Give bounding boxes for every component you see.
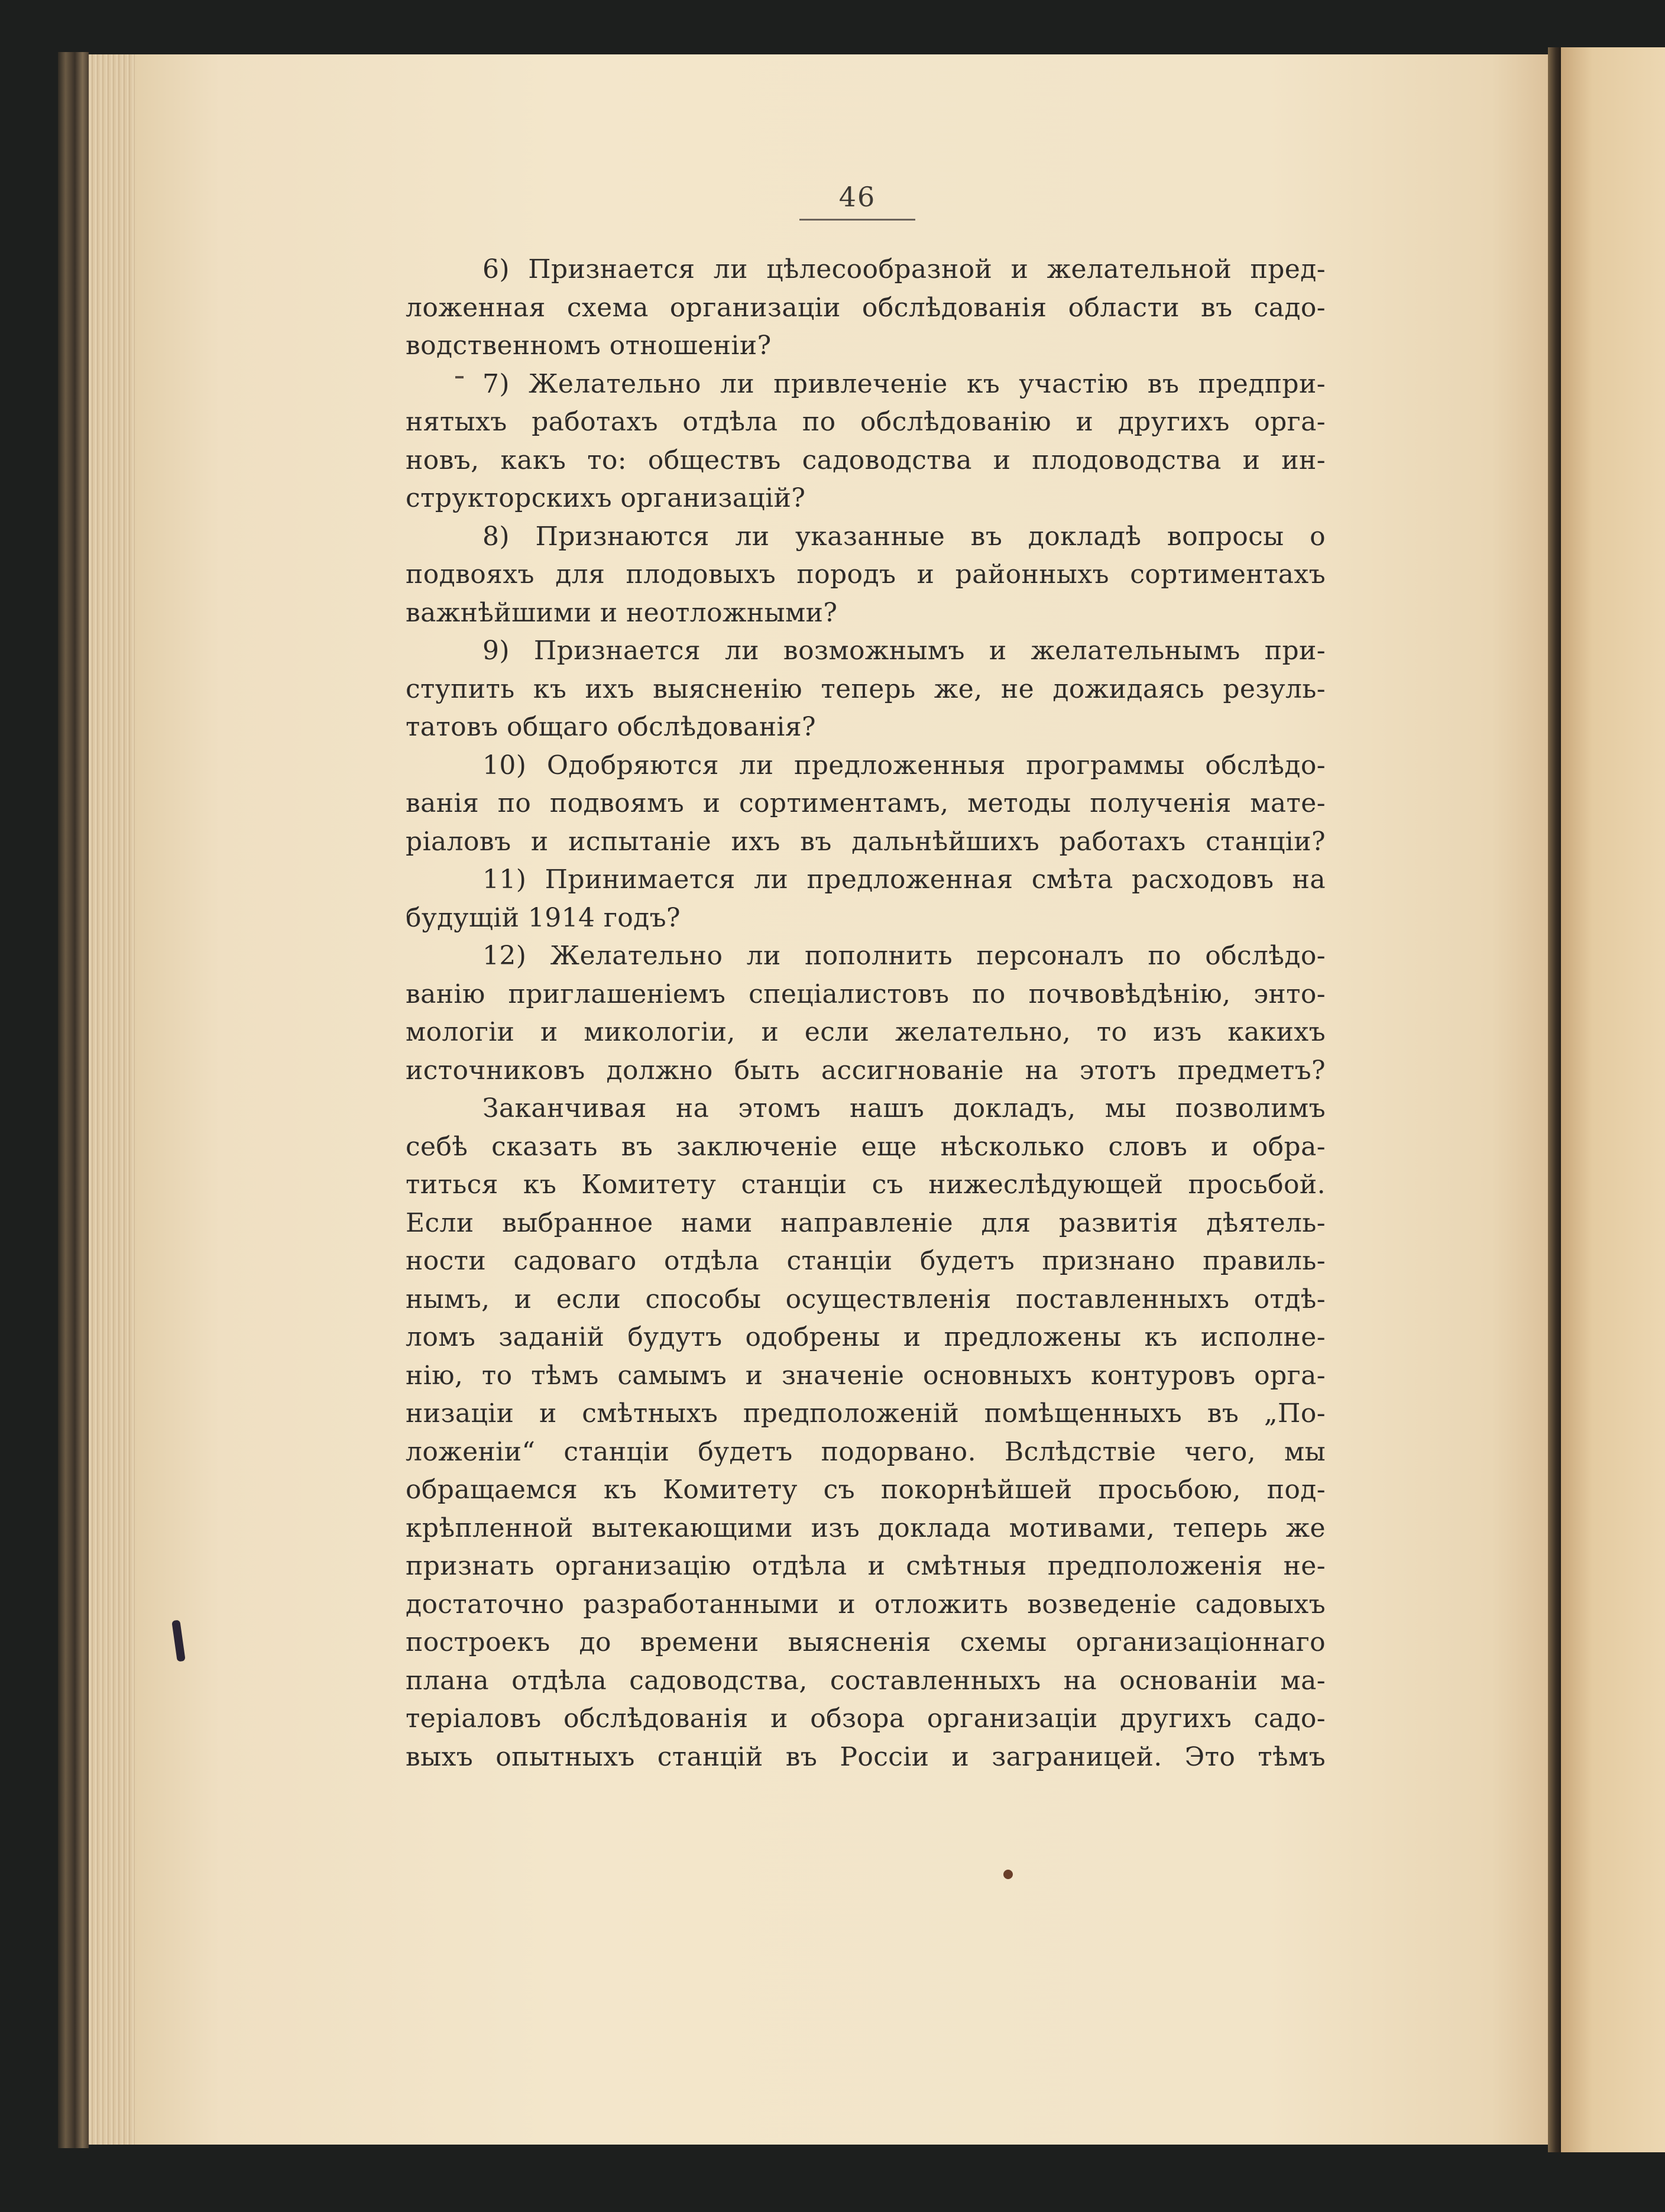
text-line: нію, то тѣмъ самымъ и значеніе основныхъ контуровъ орга- bbox=[406, 1360, 1326, 1391]
text-line: 12) Желательно ли пополнить персоналъ по обслѣдо- bbox=[482, 941, 1326, 971]
page-edges bbox=[89, 54, 136, 2145]
text-line: 10) Одобряются ли предложенныя программы обслѣдо- bbox=[482, 750, 1326, 780]
text-line: структорскихъ организацій? bbox=[406, 483, 806, 513]
text-line: построекъ до времени выясненія схемы организаціоннаго bbox=[406, 1627, 1326, 1657]
text-line: признать организацію отдѣла и смѣтныя предположенія не- bbox=[406, 1551, 1326, 1581]
text-line: выхъ опытныхъ станцій въ Россіи и заграницей. Это тѣмъ bbox=[406, 1741, 1326, 1772]
text-line: плана отдѣла садоводства, составленныхъ на основаніи ма- bbox=[406, 1665, 1326, 1696]
book-spine bbox=[58, 52, 89, 2148]
page-number: 46 bbox=[838, 181, 876, 213]
text-line: обращаемся къ Комитету съ покорнѣйшей просьбою, под- bbox=[406, 1475, 1326, 1505]
text-line: источниковъ должно быть ассигнованіе на этотъ предметъ? bbox=[406, 1055, 1326, 1086]
text-line: ложенная схема организаціи обслѣдованія области въ садо- bbox=[406, 292, 1326, 323]
text-line: татовъ общаго обслѣдованія? bbox=[406, 712, 817, 742]
text-line: 7) Желательно ли привлеченіе къ участію въ предпри- bbox=[482, 368, 1326, 399]
text-line: достаточно разработанными и отложить возведеніе садовыхъ bbox=[406, 1589, 1326, 1620]
page-gutter bbox=[1548, 47, 1561, 2152]
adjacent-page bbox=[1561, 47, 1665, 2152]
text-line: Если выбранное нами направленіе для развитія дѣятель- bbox=[406, 1207, 1326, 1238]
text-line: 8) Признаются ли указанные въ докладѣ вопросы о bbox=[482, 521, 1326, 552]
text-line: будущій 1914 годъ? bbox=[406, 902, 681, 933]
text-line: 9) Признается ли возможнымъ и желательнымъ при- bbox=[482, 636, 1326, 666]
text-line: теріаловъ обслѣдованія и обзора организаціи другихъ садо- bbox=[406, 1703, 1326, 1734]
text-line: ріаловъ и испытаніе ихъ въ дальнѣйшихъ работахъ станціи? bbox=[406, 826, 1326, 857]
text-line: 11) Принимается ли предложенная смѣта расходовъ на bbox=[482, 864, 1326, 895]
text-line: Заканчивая на этомъ нашъ докладъ, мы позволимъ bbox=[482, 1093, 1326, 1123]
text-line: ступить къ ихъ выясненію теперь же, не дожидаясь резуль- bbox=[406, 673, 1326, 704]
text-line: крѣпленной вытекающими изъ доклада мотивами, теперь же bbox=[406, 1513, 1326, 1543]
text-line: важнѣйшими и неотложными? bbox=[406, 597, 838, 628]
text-line: новъ, какъ то: обществъ садоводства и плодоводства и ин- bbox=[406, 445, 1326, 475]
text-line: нымъ, и если способы осуществленія поставленныхъ отдѣ- bbox=[406, 1284, 1326, 1314]
text-line: ванія по подвоямъ и сортиментамъ, методы полученія мате- bbox=[406, 788, 1326, 818]
ink-dot bbox=[1003, 1870, 1013, 1879]
text-line: нятыхъ работахъ отдѣла по обслѣдованію и другихъ орга- bbox=[406, 407, 1326, 437]
text-line: титься къ Комитету станціи съ нижеслѣдующей просьбой. bbox=[406, 1170, 1326, 1200]
text-line: подвояхъ для плодовыхъ породъ и районныхъ сортиментахъ bbox=[406, 559, 1326, 590]
text-line: ванію приглашеніемъ спеціалистовъ по почвовѣдѣнію, энто- bbox=[406, 979, 1326, 1009]
text-line: ложеніи“ станціи будетъ подорвано. Вслѣдствіе чего, мы bbox=[406, 1436, 1326, 1467]
text-line: мологіи и микологіи, и если желательно, то изъ какихъ bbox=[406, 1017, 1326, 1047]
text-line: себѣ сказать въ заключеніе еще нѣсколько словъ и обра- bbox=[406, 1131, 1326, 1162]
text-line: 6) Признается ли цѣлесообразной и желательной пред- bbox=[482, 254, 1326, 284]
text-line: низаціи и смѣтныхъ предположеній помѣщенныхъ въ „По- bbox=[406, 1398, 1326, 1429]
text-line: ности садоваго отдѣла станціи будетъ признано правиль- bbox=[406, 1246, 1326, 1276]
page-number-rule bbox=[799, 219, 915, 221]
body-text bbox=[406, 251, 1326, 1776]
text-line: водственномъ отношеніи? bbox=[406, 331, 772, 361]
text-line: ломъ заданій будутъ одобрены и предложены къ исполне- bbox=[406, 1322, 1326, 1352]
